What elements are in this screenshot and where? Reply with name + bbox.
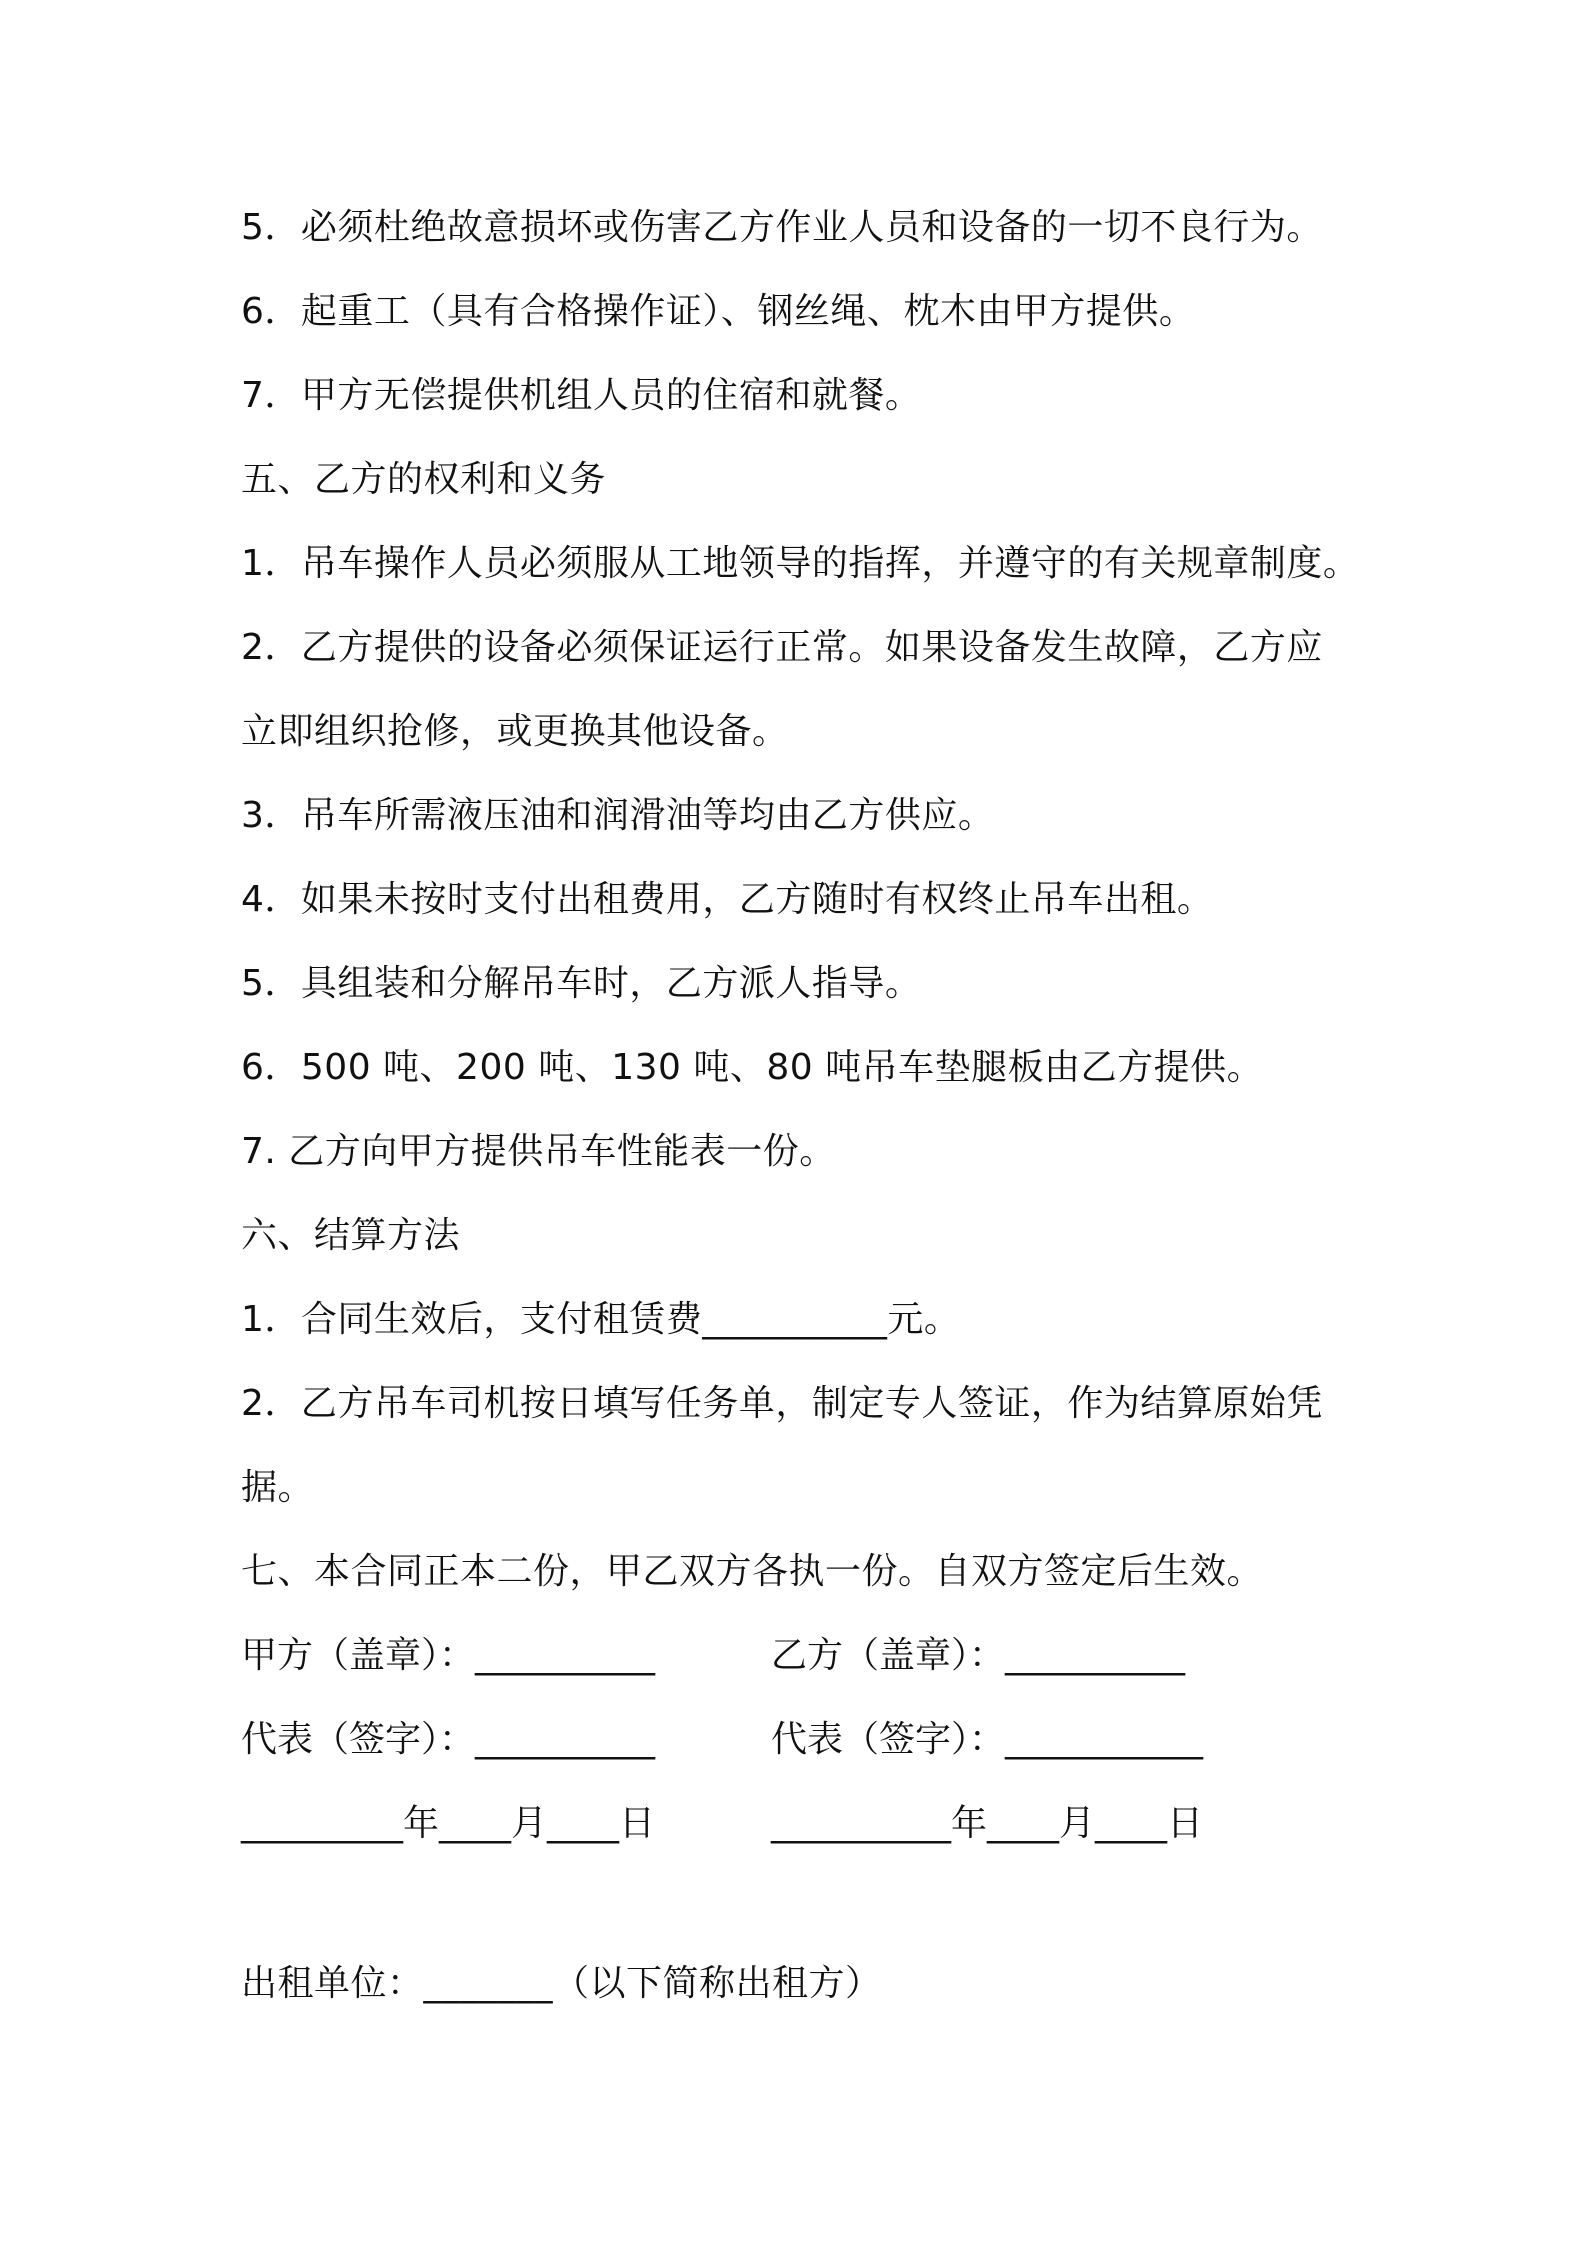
- clause-5-item-7: 7. 乙方向甲方提供吊车性能表一份。: [241, 1131, 836, 1172]
- party-a-rep-field: 代表（签字）：__________: [241, 1719, 656, 1760]
- clause-6-item-1: 1．合同生效后，支付租赁费__________元。: [241, 1299, 961, 1340]
- clause-6-item-2-line-1: 2．乙方吊车司机按日填写任务单，制定专人签证，作为结算原始凭: [241, 1383, 1323, 1424]
- clause-5-item-3: 3．吊车所需液压油和润滑油等均由乙方供应。: [241, 795, 995, 836]
- party-b-date-field: __________年____月____日: [771, 1803, 1203, 1844]
- clause-4-item-7: 7．甲方无偿提供机组人员的住宿和就餐。: [241, 375, 922, 416]
- party-a-date-field: _________年____月____日: [241, 1803, 655, 1844]
- party-b-seal-field: 乙方（盖章）：__________: [771, 1635, 1186, 1676]
- lessor-line: 出租单位：_______（以下简称出租方）: [241, 1963, 882, 2004]
- section-7-text: 七、本合同正本二份，甲乙双方各执一份。自双方签定后生效。: [241, 1551, 1264, 1592]
- clause-4-item-5: 5．必须杜绝故意损坏或伤害乙方作业人员和设备的一切不良行为。: [241, 207, 1323, 248]
- clause-5-item-6: 6．500 吨、200 吨、130 吨、80 吨吊车垫腿板由乙方提供。: [241, 1047, 1264, 1088]
- party-a-seal-field: 甲方（盖章）：__________: [241, 1635, 656, 1676]
- clause-4-item-6: 6．起重工（具有合格操作证）、钢丝绳、枕木由甲方提供。: [241, 291, 1196, 332]
- section-5-heading: 五、乙方的权利和义务: [241, 459, 607, 500]
- party-b-rep-field: 代表（签字）：___________: [771, 1719, 1204, 1760]
- clause-5-item-4: 4．如果未按时支付出租费用，乙方随时有权终止吊车出租。: [241, 879, 1214, 920]
- clause-5-item-5: 5．具组装和分解吊车时，乙方派人指导。: [241, 963, 922, 1004]
- section-6-heading: 六、结算方法: [241, 1215, 461, 1256]
- clause-5-item-1: 1．吊车操作人员必须服从工地领导的指挥，并遵守的有关规章制度。: [241, 543, 1360, 584]
- clause-5-item-2-line-2: 立即组织抢修，或更换其他设备。: [241, 711, 789, 752]
- clause-6-item-2-line-2: 据。: [241, 1467, 315, 1508]
- clause-5-item-2-line-1: 2．乙方提供的设备必须保证运行正常。如果设备发生故障，乙方应: [241, 627, 1323, 668]
